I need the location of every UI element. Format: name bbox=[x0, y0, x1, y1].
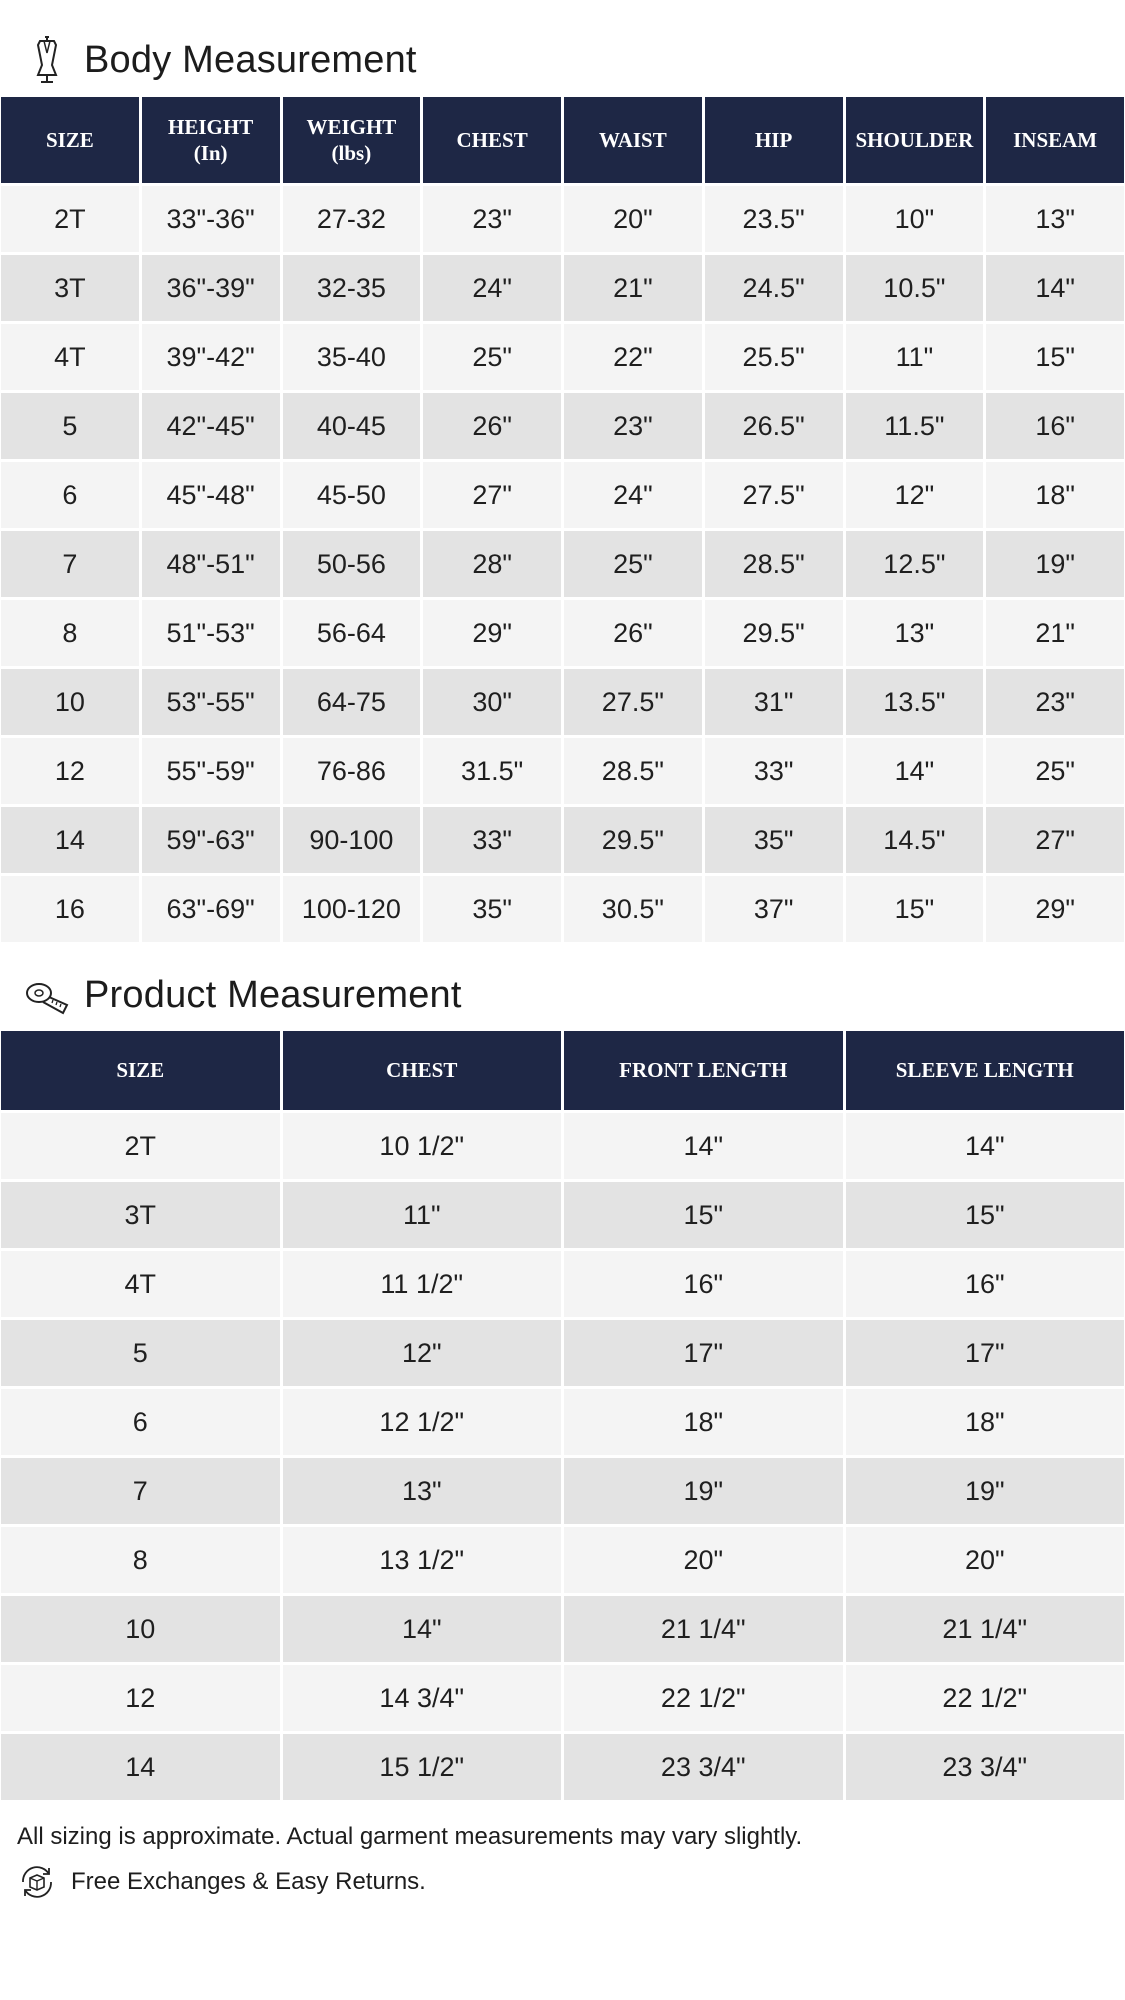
body-table-cell: 37" bbox=[705, 876, 843, 942]
body-table-cell: 27-32 bbox=[283, 186, 421, 252]
product-table-row bbox=[1, 1389, 1124, 1455]
body-table-cell: 6 bbox=[1, 462, 139, 528]
product-header-label: SIZE bbox=[116, 1058, 165, 1083]
measuring-tape-icon bbox=[16, 965, 78, 1025]
body-measurement-heading: Body Measurement bbox=[84, 38, 417, 81]
body-table-cell: 14 bbox=[1, 807, 139, 873]
product-table-cell: 12" bbox=[283, 1320, 562, 1386]
body-table-cell: 18" bbox=[986, 462, 1124, 528]
product-table-cell: 21 1/4" bbox=[564, 1596, 843, 1662]
body-header-cell bbox=[846, 97, 984, 183]
product-table-cell: 16" bbox=[846, 1251, 1125, 1317]
body-table-cell: 19" bbox=[986, 531, 1124, 597]
product-header-label: CHEST bbox=[386, 1058, 458, 1083]
body-header-cell bbox=[986, 97, 1124, 183]
product-table-cell: 22 1/2" bbox=[846, 1665, 1125, 1731]
product-table-cell: 14" bbox=[846, 1113, 1125, 1179]
body-table-row bbox=[1, 738, 1124, 804]
body-table-cell: 26" bbox=[564, 600, 702, 666]
product-table-cell: 22 1/2" bbox=[564, 1665, 843, 1731]
body-table-cell: 16 bbox=[1, 876, 139, 942]
body-table-cell: 29" bbox=[986, 876, 1124, 942]
body-table-cell: 40-45 bbox=[283, 393, 421, 459]
body-table-cell: 23" bbox=[564, 393, 702, 459]
product-table-row bbox=[1, 1251, 1124, 1317]
body-header-label: HEIGHT bbox=[168, 114, 254, 139]
body-table-cell: 42"-45" bbox=[142, 393, 280, 459]
product-table-cell: 14" bbox=[283, 1596, 562, 1662]
body-table-cell: 21" bbox=[986, 600, 1124, 666]
body-table-cell: 13" bbox=[846, 600, 984, 666]
body-table-cell: 21" bbox=[564, 255, 702, 321]
product-table-cell: 15 1/2" bbox=[283, 1734, 562, 1800]
body-table-cell: 64-75 bbox=[283, 669, 421, 735]
body-header-label: SHOULDER bbox=[855, 127, 974, 152]
product-measurement-title bbox=[0, 965, 462, 1025]
product-table-cell: 15" bbox=[564, 1182, 843, 1248]
body-table-cell: 29.5" bbox=[564, 807, 702, 873]
body-table-row bbox=[1, 600, 1124, 666]
product-table-cell: 18" bbox=[846, 1389, 1125, 1455]
body-header-label: WEIGHT bbox=[306, 114, 397, 139]
product-table-row bbox=[1, 1320, 1124, 1386]
body-table-row bbox=[1, 393, 1124, 459]
body-table-cell: 28.5" bbox=[705, 531, 843, 597]
product-table-cell: 14 3/4" bbox=[283, 1665, 562, 1731]
body-table-cell: 27" bbox=[986, 807, 1124, 873]
product-table-row bbox=[1, 1596, 1124, 1662]
return-box-icon bbox=[17, 1862, 57, 1902]
product-table-row bbox=[1, 1734, 1124, 1800]
body-table-cell: 45"-48" bbox=[142, 462, 280, 528]
body-table-cell: 33"-36" bbox=[142, 186, 280, 252]
body-table-cell: 27.5" bbox=[705, 462, 843, 528]
body-table-cell: 33" bbox=[423, 807, 561, 873]
body-table-cell: 35" bbox=[705, 807, 843, 873]
body-table-cell: 24" bbox=[564, 462, 702, 528]
body-table-row bbox=[1, 669, 1124, 735]
body-table-cell: 32-35 bbox=[283, 255, 421, 321]
product-table-cell: 3T bbox=[1, 1182, 280, 1248]
body-table-cell: 50-56 bbox=[283, 531, 421, 597]
body-table-cell: 22" bbox=[564, 324, 702, 390]
product-header-cell bbox=[564, 1031, 843, 1110]
product-table-cell: 11" bbox=[283, 1182, 562, 1248]
body-header-label: HIP bbox=[754, 127, 793, 152]
body-table-cell: 31" bbox=[705, 669, 843, 735]
body-table-cell: 100-120 bbox=[283, 876, 421, 942]
body-header-cell bbox=[283, 97, 421, 183]
body-table-cell: 15" bbox=[986, 324, 1124, 390]
body-table-row bbox=[1, 531, 1124, 597]
body-table-cell: 35-40 bbox=[283, 324, 421, 390]
body-table-cell: 29.5" bbox=[705, 600, 843, 666]
body-table-cell: 33" bbox=[705, 738, 843, 804]
body-table-cell: 90-100 bbox=[283, 807, 421, 873]
body-table-cell: 55"-59" bbox=[142, 738, 280, 804]
product-table-cell: 14 bbox=[1, 1734, 280, 1800]
body-table-cell: 27" bbox=[423, 462, 561, 528]
product-table-row bbox=[1, 1527, 1124, 1593]
product-table-cell: 19" bbox=[564, 1458, 843, 1524]
product-table-cell: 11 1/2" bbox=[283, 1251, 562, 1317]
body-table-cell: 53"-55" bbox=[142, 669, 280, 735]
body-table-cell: 3T bbox=[1, 255, 139, 321]
body-header-cell bbox=[142, 97, 280, 183]
product-table-cell: 20" bbox=[564, 1527, 843, 1593]
body-table-row bbox=[1, 186, 1124, 252]
body-table-row bbox=[1, 462, 1124, 528]
product-table-cell: 10 bbox=[1, 1596, 280, 1662]
product-table-cell: 18" bbox=[564, 1389, 843, 1455]
body-table-cell: 59"-63" bbox=[142, 807, 280, 873]
body-table-cell: 23" bbox=[986, 669, 1124, 735]
product-table-cell: 14" bbox=[564, 1113, 843, 1179]
product-table-row bbox=[1, 1182, 1124, 1248]
body-table-cell: 12" bbox=[846, 462, 984, 528]
body-table-cell: 11" bbox=[846, 324, 984, 390]
product-table-row bbox=[1, 1113, 1124, 1179]
body-table-row bbox=[1, 876, 1124, 942]
body-table-cell: 14" bbox=[986, 255, 1124, 321]
body-table-cell: 39"-42" bbox=[142, 324, 280, 390]
body-header-cell bbox=[423, 97, 561, 183]
dress-form-icon bbox=[16, 30, 78, 90]
body-table-cell: 4T bbox=[1, 324, 139, 390]
body-measurement-table bbox=[0, 94, 1125, 945]
body-table-cell: 35" bbox=[423, 876, 561, 942]
product-table-cell: 7 bbox=[1, 1458, 280, 1524]
body-table-cell: 7 bbox=[1, 531, 139, 597]
product-table-cell: 6 bbox=[1, 1389, 280, 1455]
product-table-cell: 8 bbox=[1, 1527, 280, 1593]
product-header-label: SLEEVE LENGTH bbox=[895, 1058, 1074, 1083]
body-table-cell: 12 bbox=[1, 738, 139, 804]
product-table-cell: 23 3/4" bbox=[846, 1734, 1125, 1800]
sizing-disclaimer: All sizing is approximate. Actual garment measurements may vary slightly. bbox=[17, 1823, 803, 1850]
body-table-cell: 13" bbox=[986, 186, 1124, 252]
body-table-cell: 25" bbox=[986, 738, 1124, 804]
body-table-cell: 23" bbox=[423, 186, 561, 252]
product-table-cell: 13 1/2" bbox=[283, 1527, 562, 1593]
body-table-cell: 30.5" bbox=[564, 876, 702, 942]
body-table-cell: 16" bbox=[986, 393, 1124, 459]
body-table-cell: 25.5" bbox=[705, 324, 843, 390]
body-table-cell: 14" bbox=[846, 738, 984, 804]
product-measurement-table bbox=[0, 1028, 1125, 1803]
product-table-cell: 17" bbox=[846, 1320, 1125, 1386]
body-table-cell: 26" bbox=[423, 393, 561, 459]
body-table-cell: 25" bbox=[564, 531, 702, 597]
body-header-cell bbox=[705, 97, 843, 183]
product-header-label: FRONT LENGTH bbox=[619, 1058, 788, 1083]
product-table-row bbox=[1, 1458, 1124, 1524]
body-header-label: SIZE bbox=[45, 127, 94, 152]
returns-note bbox=[17, 1862, 426, 1902]
body-table-cell: 24" bbox=[423, 255, 561, 321]
body-table-cell: 20" bbox=[564, 186, 702, 252]
product-table-cell: 5 bbox=[1, 1320, 280, 1386]
body-table-cell: 51"-53" bbox=[142, 600, 280, 666]
product-header-cell bbox=[1, 1031, 280, 1110]
body-table-cell: 29" bbox=[423, 600, 561, 666]
body-table-cell: 23.5" bbox=[705, 186, 843, 252]
product-table-cell: 23 3/4" bbox=[564, 1734, 843, 1800]
body-table-cell: 8 bbox=[1, 600, 139, 666]
body-table-cell: 2T bbox=[1, 186, 139, 252]
body-table-cell: 24.5" bbox=[705, 255, 843, 321]
product-table-cell: 2T bbox=[1, 1113, 280, 1179]
product-table-cell: 12 1/2" bbox=[283, 1389, 562, 1455]
body-table-cell: 36"-39" bbox=[142, 255, 280, 321]
body-table-row bbox=[1, 807, 1124, 873]
body-table-cell: 12.5" bbox=[846, 531, 984, 597]
product-table-cell: 21 1/4" bbox=[846, 1596, 1125, 1662]
product-table-cell: 12 bbox=[1, 1665, 280, 1731]
body-table-row bbox=[1, 255, 1124, 321]
body-header-label: WAIST bbox=[599, 127, 667, 152]
product-table-cell: 4T bbox=[1, 1251, 280, 1317]
body-table-row bbox=[1, 324, 1124, 390]
body-table-cell: 28" bbox=[423, 531, 561, 597]
product-header-cell bbox=[846, 1031, 1125, 1110]
body-table-cell: 48"-51" bbox=[142, 531, 280, 597]
body-table-cell: 13.5" bbox=[846, 669, 984, 735]
body-measurement-title bbox=[0, 30, 417, 90]
body-table-cell: 45-50 bbox=[283, 462, 421, 528]
body-table-cell: 30" bbox=[423, 669, 561, 735]
body-header-label: CHEST bbox=[456, 127, 528, 152]
product-table-cell: 10 1/2" bbox=[283, 1113, 562, 1179]
body-table-cell: 56-64 bbox=[283, 600, 421, 666]
body-table-cell: 11.5" bbox=[846, 393, 984, 459]
body-table-cell: 25" bbox=[423, 324, 561, 390]
product-table-cell: 19" bbox=[846, 1458, 1125, 1524]
body-header-cell bbox=[564, 97, 702, 183]
product-table-cell: 17" bbox=[564, 1320, 843, 1386]
product-table-cell: 20" bbox=[846, 1527, 1125, 1593]
body-table-cell: 27.5" bbox=[564, 669, 702, 735]
body-table-cell: 10.5" bbox=[846, 255, 984, 321]
body-header-label: (lbs) bbox=[331, 141, 372, 165]
body-table-cell: 76-86 bbox=[283, 738, 421, 804]
body-table-cell: 28.5" bbox=[564, 738, 702, 804]
body-table-cell: 10" bbox=[846, 186, 984, 252]
body-table-cell: 31.5" bbox=[423, 738, 561, 804]
body-header-label: (In) bbox=[193, 141, 228, 165]
product-table-cell: 16" bbox=[564, 1251, 843, 1317]
body-table-cell: 14.5" bbox=[846, 807, 984, 873]
body-table-cell: 10 bbox=[1, 669, 139, 735]
returns-text: Free Exchanges & Easy Returns. bbox=[71, 1868, 426, 1895]
product-table-cell: 13" bbox=[283, 1458, 562, 1524]
product-table-row bbox=[1, 1665, 1124, 1731]
product-header-cell bbox=[283, 1031, 562, 1110]
body-table-cell: 5 bbox=[1, 393, 139, 459]
product-table-cell: 15" bbox=[846, 1182, 1125, 1248]
body-header-label: INSEAM bbox=[1013, 127, 1098, 152]
body-table-cell: 26.5" bbox=[705, 393, 843, 459]
product-measurement-heading: Product Measurement bbox=[84, 973, 462, 1016]
body-table-cell: 63"-69" bbox=[142, 876, 280, 942]
body-header-cell bbox=[1, 97, 139, 183]
body-table-cell: 15" bbox=[846, 876, 984, 942]
